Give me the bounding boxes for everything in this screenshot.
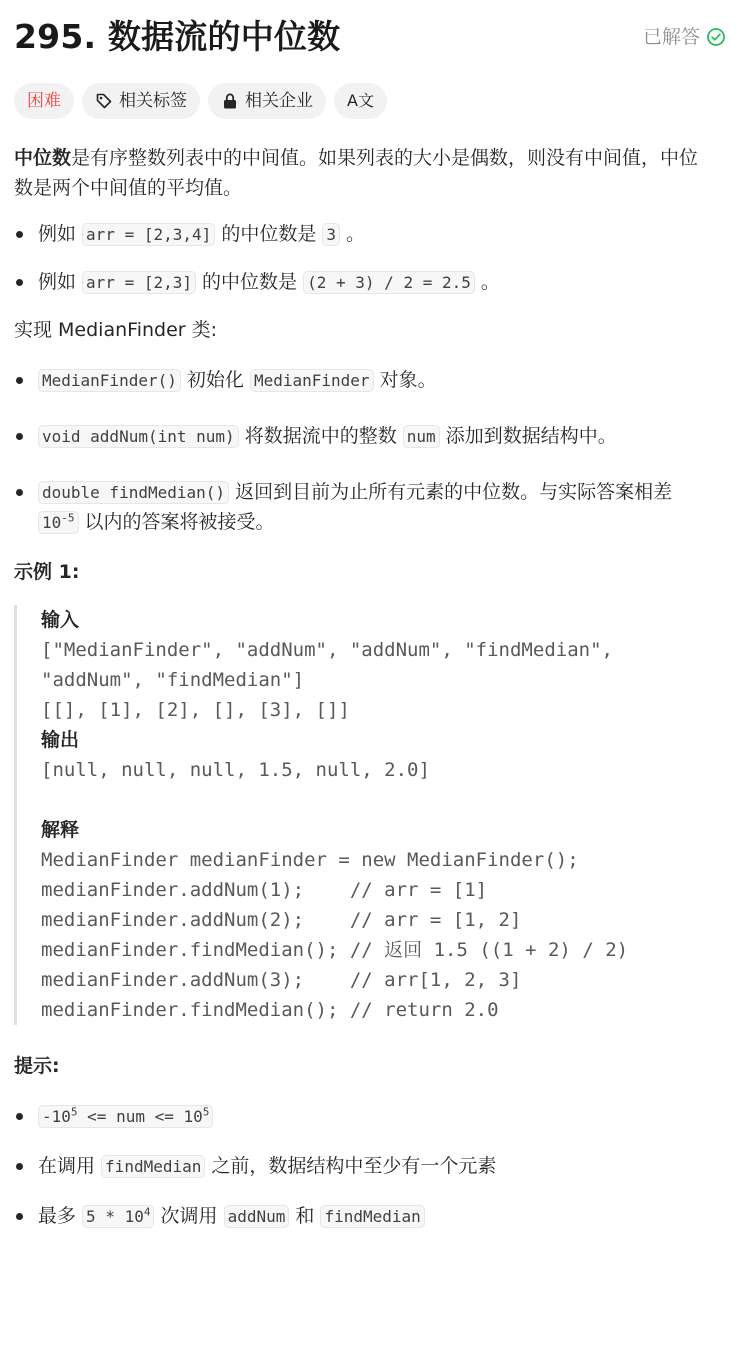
translate-icon: A文 [347, 91, 374, 111]
text: 返回到目前为止所有元素的中位数。与实际答案相差 [229, 481, 673, 504]
code-line: medianFinder.addNum(1); // arr = [1] [41, 879, 488, 902]
code-text: 5 * 10 [86, 1207, 144, 1227]
intro-paragraph [14, 143, 704, 203]
code-line: "addNum", "findMedian"] [41, 669, 305, 692]
code-line: medianFinder.addNum(3); // arr[1, 2, 3] [41, 969, 522, 992]
inline-code: double findMedian() [38, 481, 229, 504]
code-text: 10 [42, 513, 62, 533]
text: 在调用 [38, 1155, 102, 1178]
problem-description [14, 143, 704, 1231]
text: 最多 [38, 1205, 83, 1228]
constraints-heading: 提示: [14, 1055, 60, 1078]
inline-code: findMedian [320, 1205, 424, 1228]
problem-title: 295. 数据流的中位数 [14, 16, 341, 56]
code-line: medianFinder.findMedian(); // return 2.0 [41, 999, 499, 1022]
list-item [14, 477, 704, 537]
topics-tag-label: 相关标签 [119, 90, 187, 111]
list-item [14, 1101, 704, 1131]
spacer [41, 785, 704, 815]
explanation-label: 解释 [41, 819, 80, 842]
companies-tag-label: 相关企业 [245, 90, 313, 111]
code-line: [[], [1], [2], [], [3], []] [41, 699, 350, 722]
code-line: [null, null, null, 1.5, null, 2.0] [41, 759, 430, 782]
companies-tag-button[interactable] [208, 83, 326, 119]
inline-code: num [403, 425, 440, 448]
code-line: MedianFinder medianFinder = new MedianFinder(); [41, 849, 579, 872]
check-circle-icon [706, 27, 726, 47]
exponent: 5 [202, 1105, 210, 1119]
lock-icon [221, 92, 239, 110]
exponent: 5 [70, 1105, 78, 1119]
difficulty-badge [14, 83, 74, 119]
code-text: <= num <= 10 [77, 1107, 203, 1127]
median-examples-list [14, 219, 704, 297]
text: 将数据流中的整数 [238, 425, 403, 448]
text: 添加到数据结构中。 [439, 425, 617, 448]
code-text: -10 [42, 1107, 71, 1127]
text: 。 [340, 223, 366, 246]
code-line: ["MedianFinder", "addNum", "addNum", "findMedian", [41, 639, 613, 662]
list-item [14, 365, 704, 395]
inline-code [82, 1205, 154, 1228]
inline-code: MedianFinder [250, 369, 374, 392]
constraints-list [14, 1101, 704, 1231]
code-line: medianFinder.findMedian(); // 返回 1.5 ((1 + 2) / 2) [41, 939, 629, 962]
text: 的中位数是 [215, 223, 323, 246]
solved-status [643, 22, 726, 52]
list-item [14, 219, 704, 249]
example-heading: 示例 1: [14, 561, 80, 584]
inline-code: arr = [2,3] [82, 271, 196, 294]
inline-code: MedianFinder() [38, 369, 181, 392]
inline-code [38, 511, 79, 534]
text: 例如 [38, 223, 83, 246]
inline-code: findMedian [101, 1155, 205, 1178]
text: 次调用 [154, 1205, 224, 1228]
inline-code: 3 [322, 223, 340, 246]
text: 之前，数据结构中至少有一个元素 [205, 1155, 497, 1178]
list-item [14, 1151, 704, 1181]
input-label: 输入 [41, 609, 80, 632]
problem-header [14, 0, 726, 74]
example-block [14, 605, 704, 1025]
difficulty-label: 困难 [27, 90, 61, 111]
output-label: 输出 [41, 729, 80, 752]
inline-code [38, 1105, 213, 1128]
text: 初始化 [180, 369, 250, 392]
translate-button[interactable] [334, 83, 387, 119]
code-line: medianFinder.addNum(2); // arr = [1, 2] [41, 909, 522, 932]
methods-list [14, 365, 704, 537]
tag-icon [95, 92, 113, 110]
exponent: 4 [143, 1205, 151, 1219]
intro-text: 是有序整数列表中的中间值。如果列表的大小是偶数，则没有中间值，中位数是两个中间值的平均值。 [14, 147, 699, 200]
inline-code: arr = [2,3,4] [82, 223, 215, 246]
term-median: 中位数 [14, 147, 72, 169]
text: 对象。 [373, 369, 437, 392]
text: 。 [474, 271, 500, 294]
text: 的中位数是 [196, 271, 304, 294]
text: 例如 [38, 271, 83, 294]
implement-paragraph: 实现 MedianFinder 类: [14, 319, 218, 342]
list-item [14, 1201, 704, 1231]
list-item [14, 267, 704, 297]
list-item [14, 421, 704, 451]
topics-tag-button[interactable] [82, 83, 200, 119]
solved-label: 已解答 [642, 25, 700, 48]
inline-code: void addNum(int num) [38, 425, 239, 448]
exponent: -5 [61, 511, 75, 525]
text: 和 [289, 1205, 321, 1228]
inline-code: addNum [224, 1205, 290, 1228]
text: 以内的答案将被接受。 [78, 511, 275, 534]
tag-row [14, 83, 726, 119]
inline-code: (2 + 3) / 2 = 2.5 [303, 271, 475, 294]
